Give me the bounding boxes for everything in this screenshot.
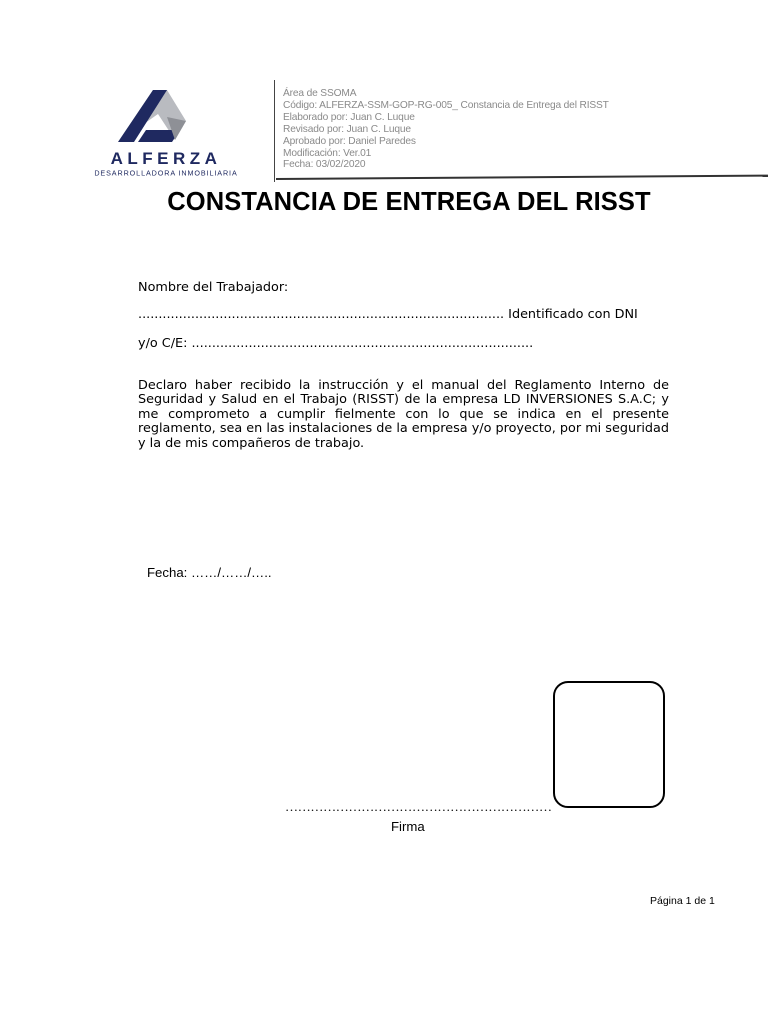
document-title: CONSTANCIA DE ENTREGA DEL RISST: [167, 188, 651, 216]
meta-code: Código: ALFERZA-SSM-GOP-RG-005_ Constancia de Entrega del RISST: [283, 99, 609, 111]
date-field-line: Fecha: ……/……/…..: [147, 565, 272, 580]
document-control-info: [283, 88, 609, 171]
header-vertical-divider: [274, 80, 275, 182]
header-horizontal-divider: [276, 175, 768, 180]
company-logo: [80, 84, 252, 180]
signature-label: Firma: [391, 819, 425, 834]
meta-area: Área de SSOMA: [283, 88, 357, 99]
meta-reviewed-by: Revisado por: Juan C. Luque: [283, 123, 411, 135]
fingerprint-box: [553, 681, 665, 808]
page-number: Página 1 de 1: [650, 895, 715, 907]
dni-field-line: .......................................................................................... Identificado con DNI: [138, 307, 638, 322]
declaration-paragraph: Declaro haber recibido la instrucción y el manual del Reglamento Interno de Seguridad y Salud en el Trabajo (RISST) de la empresa LD INVERSIONES S.A.C; y me comprometo a cumplir fielmente con lo que se indica en el presente reglamento, sea en las instalaciones de la empresa y/o proyecto, por mi seguridad y la de mis compañeros de trabajo.: [138, 378, 669, 451]
meta-version: Modificación: Ver.01: [283, 147, 372, 159]
meta-date: Fecha: 03/02/2020: [283, 159, 366, 171]
worker-name-label: Nombre del Trabajador:: [138, 280, 289, 295]
logo-tagline-text: DESARROLLADORA INMOBILIARIA: [94, 168, 238, 178]
logo-brand-text: ALFERZA: [110, 149, 222, 168]
signature-line: ………………………………………………………: [285, 799, 552, 814]
alferza-logo-mark-icon: [80, 84, 252, 180]
meta-approved-by: Aprobado por: Daniel Paredes: [283, 135, 416, 147]
meta-prepared-by: Elaborado por: Juan C. Luque: [283, 111, 415, 123]
ce-field-line: y/o C/E: ....................................................................................: [138, 336, 534, 351]
